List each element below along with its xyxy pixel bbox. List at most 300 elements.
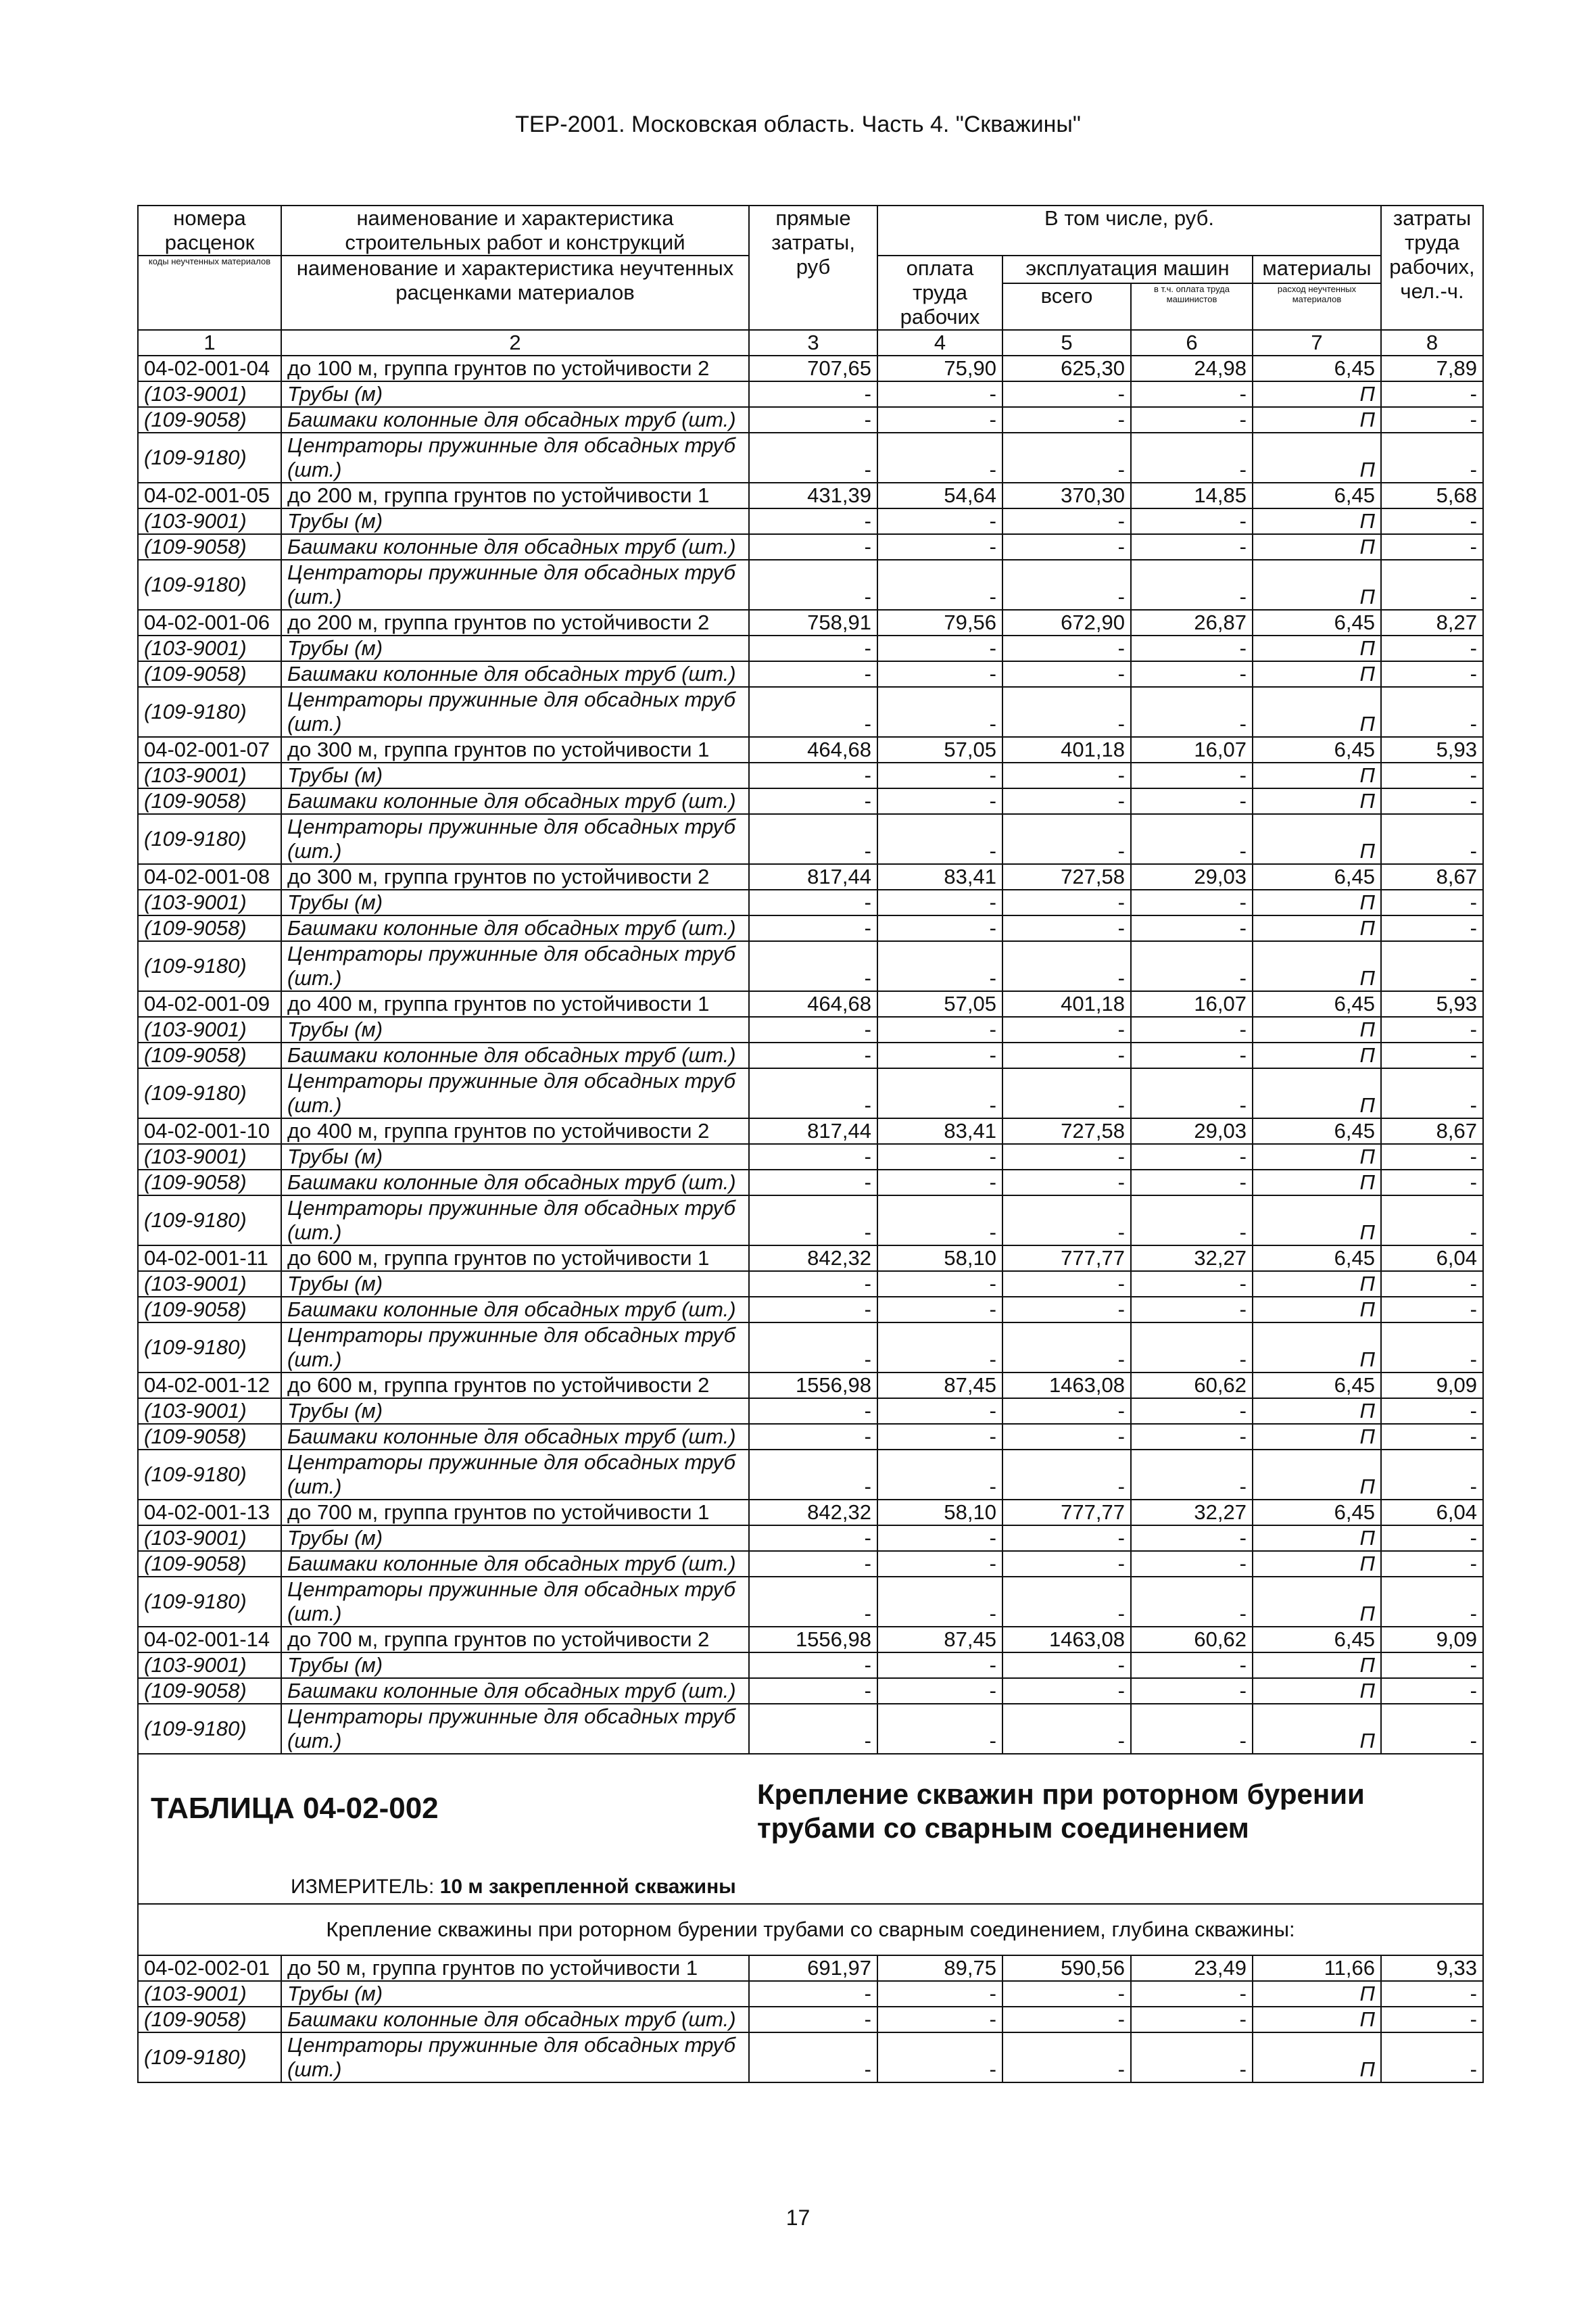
value-cell: - [749,941,877,991]
value-cell: - [1131,1577,1253,1627]
rate-name: Трубы (м) [281,1144,749,1170]
rate-name-line: (шт.) [287,458,342,481]
value-cell: - [1002,381,1131,407]
rate-name-line: (шт.) [287,839,342,863]
value-cell: - [1131,788,1253,814]
value-cell: - [1381,1144,1483,1170]
value-cell: 9,09 [1381,1373,1483,1398]
value-cell: 58,10 [877,1245,1002,1271]
table-row [138,1652,1483,1678]
value-cell: - [877,1678,1002,1704]
value-cell: - [1131,1678,1253,1704]
rate-code: (109-9058) [138,915,281,941]
value-cell: - [877,661,1002,687]
table-row [138,1322,1483,1373]
value-cell: - [1381,1068,1483,1118]
table-row [138,864,1483,890]
value-cell: - [877,1424,1002,1450]
rate-name [281,687,749,737]
value-cell: - [877,1551,1002,1577]
rate-name: Башмаки колонные для обсадных труб (шт.) [281,788,749,814]
value-cell: П [1253,560,1381,610]
rate-name [281,1195,749,1245]
value-cell: - [1381,1297,1483,1322]
rate-name: до 300 м, группа грунтов по устойчивости 2 [281,864,749,890]
value-cell: - [749,381,877,407]
value-cell: - [1131,1170,1253,1195]
rate-name-line: Центраторы пружинные для обсадных труб [287,1704,735,1728]
value-cell: - [1002,1981,1131,2007]
table-row [138,1398,1483,1424]
value-cell: 464,68 [749,991,877,1017]
value-cell: 24,98 [1131,356,1253,381]
value-cell: 29,03 [1131,864,1253,890]
rate-code: 04-02-001-08 [138,864,281,890]
value-cell: - [1381,534,1483,560]
value-cell: - [1002,687,1131,737]
table-row [138,1627,1483,1652]
rate-code: (109-9180) [138,2032,281,2082]
value-cell: П [1253,1678,1381,1704]
rate-code: (109-9180) [138,687,281,737]
value-cell: 8,67 [1381,864,1483,890]
value-cell: 1556,98 [749,1373,877,1398]
rate-code: (109-9058) [138,661,281,687]
value-cell: 58,10 [877,1500,1002,1525]
rate-code: 04-02-001-05 [138,483,281,508]
value-cell: - [1381,1043,1483,1068]
rate-name [281,560,749,610]
value-cell: 842,32 [749,1500,877,1525]
col3-header: прямые затраты, руб [749,206,877,330]
value-cell: 590,56 [1002,1955,1131,1981]
rate-code: (109-9058) [138,2007,281,2032]
value-cell: - [1002,407,1131,433]
rate-name: Башмаки колонные для обсадных труб (шт.) [281,1043,749,1068]
value-cell: - [877,1398,1002,1424]
table-row [138,814,1483,864]
rate-name-line: Центраторы пружинные для обсадных труб [287,1323,735,1347]
table-row [138,1955,1483,1981]
value-cell: - [877,687,1002,737]
rate-name [281,1704,749,1754]
value-cell: - [1002,1678,1131,1704]
table2-description: Крепление скважин при роторном бурении трубами со сварным соединением [757,1778,1365,1844]
value-cell: - [1131,381,1253,407]
value-cell: - [749,1144,877,1170]
value-cell: 6,45 [1253,1245,1381,1271]
rate-name [281,2032,749,2082]
value-cell: 6,45 [1253,356,1381,381]
value-cell: - [1002,1043,1131,1068]
value-cell: - [877,534,1002,560]
rate-name: до 50 м, группа грунтов по устойчивости 1 [281,1955,749,1981]
value-cell: - [749,1068,877,1118]
value-cell: П [1253,1424,1381,1450]
rate-code: 04-02-001-09 [138,991,281,1017]
value-cell: 23,49 [1131,1955,1253,1981]
rate-name-line: (шт.) [287,1093,342,1117]
table-row [138,941,1483,991]
rate-code: (103-9001) [138,1271,281,1297]
value-cell: 8,67 [1381,1118,1483,1144]
rate-name: Башмаки колонные для обсадных труб (шт.) [281,661,749,687]
value-cell: - [1131,534,1253,560]
rate-code: 04-02-001-10 [138,1118,281,1144]
value-cell: - [749,1652,877,1678]
value-cell: - [749,661,877,687]
value-cell: - [1002,1704,1131,1754]
value-cell: - [1002,1322,1131,1373]
rate-name-line: (шт.) [287,2057,342,2081]
value-cell: - [1381,508,1483,534]
value-cell: - [1131,1043,1253,1068]
value-cell: - [1131,1424,1253,1450]
rate-code: (109-9058) [138,1424,281,1450]
rate-name [281,433,749,483]
value-cell: - [1002,915,1131,941]
value-cell: - [1131,560,1253,610]
col7-header: расход неучтенных материалов [1253,283,1381,330]
value-cell: - [1131,2007,1253,2032]
value-cell: - [1381,636,1483,661]
value-cell: - [1381,1577,1483,1627]
value-cell: 6,45 [1253,737,1381,763]
value-cell: - [1131,1652,1253,1678]
rate-code: (103-9001) [138,763,281,788]
rate-code: (103-9001) [138,1525,281,1551]
rate-name-line: Центраторы пружинные для обсадных труб [287,1577,735,1601]
value-cell: - [1381,788,1483,814]
table-row [138,381,1483,407]
value-cell: - [749,534,877,560]
rate-code: (109-9180) [138,1450,281,1500]
rate-name-line: (шт.) [287,966,342,990]
rate-code: (109-9180) [138,1322,281,1373]
value-cell: П [1253,1398,1381,1424]
value-cell: - [1131,1017,1253,1043]
rate-name [281,1577,749,1627]
value-cell: 691,97 [749,1955,877,1981]
value-cell: 75,90 [877,356,1002,381]
value-cell: - [749,508,877,534]
value-cell: П [1253,1450,1381,1500]
table-row [138,1704,1483,1754]
value-cell: 817,44 [749,1118,877,1144]
rate-name: Трубы (м) [281,508,749,534]
value-cell: - [1381,1652,1483,1678]
value-cell: - [1381,1450,1483,1500]
value-cell: - [749,1195,877,1245]
rate-name: Башмаки колонные для обсадных труб (шт.) [281,1424,749,1450]
rate-name: до 200 м, группа грунтов по устойчивости 1 [281,483,749,508]
value-cell: П [1253,1144,1381,1170]
value-cell: П [1253,814,1381,864]
value-cell: - [877,508,1002,534]
table-row [138,991,1483,1017]
value-cell: - [1131,433,1253,483]
value-cell: 842,32 [749,1245,877,1271]
table-row [138,407,1483,433]
table-row [138,1043,1483,1068]
value-cell: - [749,1981,877,2007]
value-cell: 464,68 [749,737,877,763]
value-cell: - [1002,763,1131,788]
table2-subtitle-row [138,1904,1483,1955]
table-row [138,1068,1483,1118]
value-cell: - [749,1043,877,1068]
value-cell: П [1253,915,1381,941]
value-cell: - [1002,1398,1131,1424]
value-cell: 29,03 [1131,1118,1253,1144]
value-cell: 401,18 [1002,991,1131,1017]
rate-name-line: (шт.) [287,1602,342,1625]
value-cell: - [1131,1525,1253,1551]
table-row [138,1245,1483,1271]
value-cell: П [1253,1271,1381,1297]
rate-name-line: Центраторы пружинные для обсадных труб [287,942,735,965]
value-cell: 727,58 [1002,1118,1131,1144]
value-cell: - [1381,433,1483,483]
value-cell: 5,68 [1381,483,1483,508]
value-cell: - [1381,1424,1483,1450]
value-cell: - [749,1017,877,1043]
value-cell: - [1131,1704,1253,1754]
value-cell: 6,04 [1381,1500,1483,1525]
incl-header: В том числе, руб. [877,206,1381,256]
value-cell: П [1253,687,1381,737]
rate-name: Трубы (м) [281,381,749,407]
value-cell: - [1381,687,1483,737]
rate-name: Трубы (м) [281,890,749,915]
value-cell: - [877,1017,1002,1043]
value-cell: - [1381,1704,1483,1754]
rate-name-line: (шт.) [287,1729,342,1752]
rate-name [281,1322,749,1373]
value-cell: 1463,08 [1002,1627,1131,1652]
rate-name: до 100 м, группа грунтов по устойчивости 2 [281,356,749,381]
value-cell: П [1253,1195,1381,1245]
rate-name: Башмаки колонные для обсадных труб (шт.) [281,407,749,433]
rate-code: (109-9180) [138,560,281,610]
rate-code: 04-02-001-13 [138,1500,281,1525]
value-cell: - [877,1271,1002,1297]
value-cell: - [877,407,1002,433]
value-cell: - [1381,381,1483,407]
rate-code: (109-9058) [138,407,281,433]
value-cell: - [1381,1170,1483,1195]
rate-code: (109-9058) [138,788,281,814]
value-cell: - [749,560,877,610]
value-cell: - [749,433,877,483]
value-cell: - [749,1297,877,1322]
value-cell: - [1131,636,1253,661]
table-row [138,1525,1483,1551]
rate-name [281,814,749,864]
value-cell: 6,45 [1253,610,1381,636]
value-cell: 758,91 [749,610,877,636]
value-cell: - [1381,1398,1483,1424]
value-cell: 1463,08 [1002,1373,1131,1398]
rates-table [137,205,1484,2083]
table-row [138,1271,1483,1297]
value-cell: 60,62 [1131,1627,1253,1652]
value-cell: - [1381,560,1483,610]
col8-header: затраты труда рабочих, чел.-ч. [1381,206,1483,330]
value-cell: 83,41 [877,1118,1002,1144]
value-cell: 672,90 [1002,610,1131,636]
value-cell: - [1002,1170,1131,1195]
value-cell: - [1381,1525,1483,1551]
value-cell: - [749,1450,877,1500]
rate-code: (103-9001) [138,636,281,661]
value-cell: П [1253,2032,1381,2082]
value-cell: П [1253,1704,1381,1754]
value-cell: - [1002,2007,1131,2032]
value-cell: П [1253,433,1381,483]
rate-code: (103-9001) [138,508,281,534]
value-cell: - [1002,1017,1131,1043]
value-cell: П [1253,534,1381,560]
rate-name-line: Центраторы пружинные для обсадных труб [287,560,735,584]
rate-code: (109-9180) [138,941,281,991]
table-row [138,763,1483,788]
value-cell: П [1253,636,1381,661]
rate-code: 04-02-001-14 [138,1627,281,1652]
rate-name: Башмаки колонные для обсадных труб (шт.) [281,1678,749,1704]
value-cell: - [877,1144,1002,1170]
value-cell: П [1253,1017,1381,1043]
value-cell: - [877,788,1002,814]
value-cell: - [1002,788,1131,814]
value-cell: - [877,1577,1002,1627]
value-cell: - [749,1551,877,1577]
value-cell: - [749,1525,877,1551]
rate-name: до 400 м, группа грунтов по устойчивости 1 [281,991,749,1017]
value-cell: - [1131,1297,1253,1322]
value-cell: - [877,433,1002,483]
rate-name: Трубы (м) [281,1652,749,1678]
value-cell: - [1002,1271,1131,1297]
value-cell: - [1002,1525,1131,1551]
value-cell: - [1381,2032,1483,2082]
value-cell: - [749,1678,877,1704]
value-cell: - [1002,1068,1131,1118]
rate-name: Трубы (м) [281,1017,749,1043]
value-cell: - [877,915,1002,941]
rate-name-line: Центраторы пружинные для обсадных труб [287,2033,735,2057]
value-cell: 9,33 [1381,1955,1483,1981]
rate-name-line: (шт.) [287,1220,342,1244]
value-cell: - [1131,763,1253,788]
value-cell: - [749,1322,877,1373]
value-cell: - [1131,1398,1253,1424]
value-cell: - [1381,1322,1483,1373]
value-cell: 89,75 [877,1955,1002,1981]
value-cell: 707,65 [749,356,877,381]
value-cell: 6,45 [1253,1627,1381,1652]
value-cell: - [1131,915,1253,941]
value-cell: - [1002,1551,1131,1577]
value-cell: 777,77 [1002,1245,1131,1271]
value-cell: 625,30 [1002,356,1131,381]
rate-code: (103-9001) [138,1017,281,1043]
rate-name-line: (шт.) [287,585,342,608]
table-row [138,636,1483,661]
value-cell: - [877,636,1002,661]
rate-code: 04-02-001-12 [138,1373,281,1398]
machines-header: эксплуатация машин [1002,256,1253,283]
rate-code: (109-9058) [138,534,281,560]
value-cell: 401,18 [1002,737,1131,763]
value-cell: - [749,788,877,814]
value-cell: - [1131,814,1253,864]
table-row [138,560,1483,610]
value-cell: - [1131,508,1253,534]
table-row [138,433,1483,483]
rate-code: 04-02-001-07 [138,737,281,763]
rate-name: Трубы (м) [281,1271,749,1297]
table-row [138,1500,1483,1525]
col6-header: в т.ч. оплата труда машинистов [1131,283,1253,330]
rate-name: до 600 м, группа грунтов по устойчивости 1 [281,1245,749,1271]
value-cell: 57,05 [877,737,1002,763]
rate-code: (109-9180) [138,1577,281,1627]
value-cell: П [1253,1577,1381,1627]
value-cell: - [1131,890,1253,915]
value-cell: П [1253,1652,1381,1678]
value-cell: 14,85 [1131,483,1253,508]
value-cell: - [877,1525,1002,1551]
value-cell: - [749,2032,877,2082]
value-cell: 6,45 [1253,483,1381,508]
rate-code: (103-9001) [138,1144,281,1170]
table-row [138,483,1483,508]
value-cell: - [877,941,1002,991]
rate-code: 04-02-001-11 [138,1245,281,1271]
materials-header: материалы [1253,256,1381,283]
value-cell: 431,39 [749,483,877,508]
value-cell: - [1131,1981,1253,2007]
rate-name-line: (шт.) [287,1475,342,1498]
value-cell: - [749,763,877,788]
value-cell: - [877,1704,1002,1754]
value-cell: 777,77 [1002,1500,1131,1525]
value-cell: - [749,687,877,737]
table-row [138,890,1483,915]
value-cell: - [1381,890,1483,915]
rate-name: до 200 м, группа грунтов по устойчивости 2 [281,610,749,636]
rate-name: Трубы (м) [281,763,749,788]
value-cell: - [1002,433,1131,483]
value-cell: - [877,1170,1002,1195]
rate-code: (109-9180) [138,1068,281,1118]
value-cell: - [877,814,1002,864]
rate-name: Башмаки колонные для обсадных труб (шт.) [281,1297,749,1322]
value-cell: - [1002,560,1131,610]
value-cell: 32,27 [1131,1245,1253,1271]
value-cell: - [877,560,1002,610]
value-cell: - [1131,1068,1253,1118]
value-cell: - [1002,1450,1131,1500]
rate-name: Башмаки колонные для обсадных труб (шт.) [281,534,749,560]
table-row [138,1118,1483,1144]
rate-code: (103-9001) [138,1652,281,1678]
value-cell: 817,44 [749,864,877,890]
rate-name-line: Центраторы пружинные для обсадных труб [287,1069,735,1093]
value-cell: - [1002,661,1131,687]
value-cell: - [749,915,877,941]
